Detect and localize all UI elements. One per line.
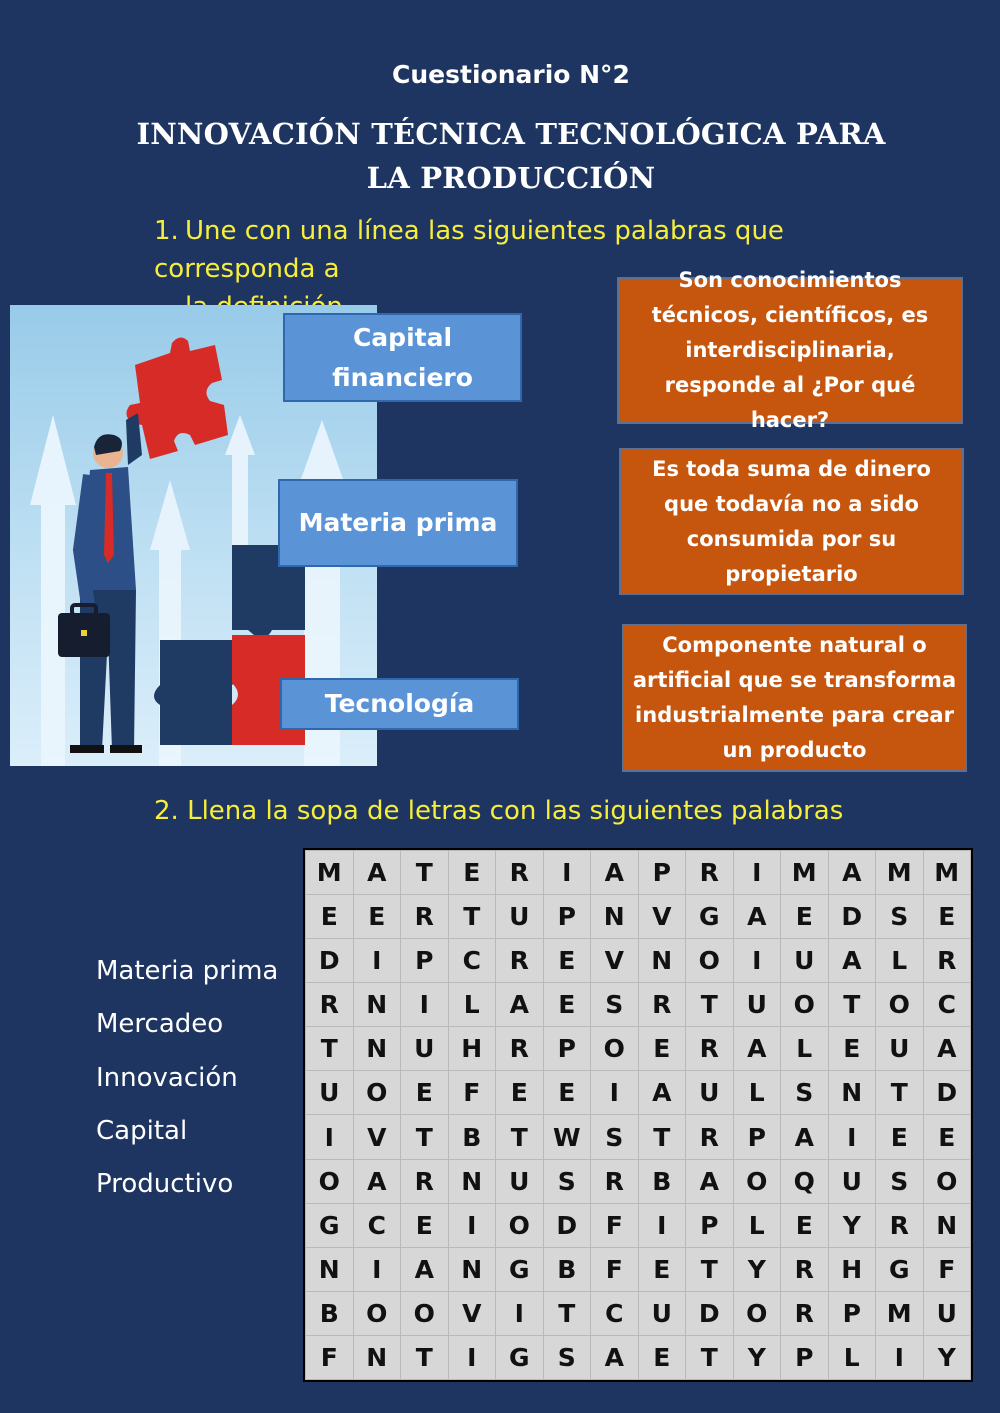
word-search-cell[interactable]: T bbox=[306, 1027, 354, 1071]
word-search-cell[interactable]: Y bbox=[733, 1335, 781, 1379]
word-box-capital-financiero[interactable] bbox=[283, 313, 522, 402]
word-search-cell[interactable]: F bbox=[591, 1247, 639, 1291]
word-search-cell[interactable]: L bbox=[448, 983, 496, 1027]
word-search-cell[interactable]: A bbox=[733, 895, 781, 939]
word-search-cell[interactable]: R bbox=[401, 895, 449, 939]
word-search-cell[interactable]: B bbox=[638, 1159, 686, 1203]
word-search-cell[interactable]: N bbox=[923, 1203, 971, 1247]
question-2-number: 2. bbox=[154, 796, 179, 826]
word-box-label: Tecnología bbox=[324, 689, 475, 718]
word-search-cell[interactable]: O bbox=[401, 1291, 449, 1335]
word-search-cell[interactable]: M bbox=[876, 1291, 924, 1335]
word-search-cell[interactable]: I bbox=[733, 939, 781, 983]
word-search-cell[interactable]: U bbox=[876, 1027, 924, 1071]
definition-box-1[interactable] bbox=[617, 268, 963, 432]
word-search-cell[interactable]: T bbox=[401, 1335, 449, 1379]
word-box-label-line1: Capital bbox=[352, 322, 453, 352]
word-search-cell[interactable]: O bbox=[353, 1291, 401, 1335]
definition-text: Componente natural o artificial que se transforma industrialmente para crear un producto bbox=[632, 633, 957, 762]
word-box-label-line2: financiero bbox=[332, 362, 473, 392]
word-search-row bbox=[306, 1115, 971, 1159]
definition-text: Son conocimientos técnicos, científicos, es interdisciplinaria, responde al ¿Por qué hacer? bbox=[651, 268, 929, 432]
word-search-cell[interactable]: Q bbox=[781, 1159, 829, 1203]
word-search-cell[interactable]: T bbox=[638, 1115, 686, 1159]
word-search-cell[interactable]: M bbox=[923, 851, 971, 895]
word-search-cell[interactable]: R bbox=[923, 939, 971, 983]
word-search-cell[interactable]: S bbox=[591, 983, 639, 1027]
word-search-cell[interactable]: E bbox=[781, 895, 829, 939]
word-search-cell[interactable]: N bbox=[306, 1247, 354, 1291]
word-search-cell[interactable]: T bbox=[401, 1115, 449, 1159]
word-search-cell[interactable]: P bbox=[543, 895, 591, 939]
word-search-cell[interactable]: E bbox=[781, 1203, 829, 1247]
word-search-cell[interactable]: V bbox=[591, 939, 639, 983]
word-search-cell[interactable]: S bbox=[543, 1335, 591, 1379]
word-search-cell[interactable]: D bbox=[306, 939, 354, 983]
word-search-cell[interactable]: E bbox=[543, 983, 591, 1027]
word-search-cell[interactable]: I bbox=[401, 983, 449, 1027]
word-search-cell[interactable]: B bbox=[306, 1291, 354, 1335]
word-list-item: Capital bbox=[96, 1115, 188, 1146]
word-search-cell[interactable]: R bbox=[781, 1247, 829, 1291]
word-search-row bbox=[306, 1335, 971, 1379]
word-search-grid bbox=[303, 848, 973, 1382]
word-search-cell[interactable]: A bbox=[496, 983, 544, 1027]
word-search-cell[interactable]: E bbox=[401, 1203, 449, 1247]
word-search-cell[interactable]: O bbox=[686, 939, 734, 983]
word-search-cell[interactable]: P bbox=[781, 1335, 829, 1379]
word-search-cell[interactable]: U bbox=[496, 895, 544, 939]
word-search-cell[interactable]: U bbox=[496, 1159, 544, 1203]
word-search-cell[interactable]: O bbox=[306, 1159, 354, 1203]
word-search-cell[interactable]: H bbox=[828, 1247, 876, 1291]
word-search-cell[interactable]: E bbox=[543, 939, 591, 983]
word-search-cell[interactable]: B bbox=[448, 1115, 496, 1159]
word-search-cell[interactable]: T bbox=[401, 851, 449, 895]
word-search-cell[interactable]: N bbox=[448, 1247, 496, 1291]
word-search-cell[interactable]: R bbox=[496, 1027, 544, 1071]
word-search-row bbox=[306, 1203, 971, 1247]
word-search-cell[interactable]: R bbox=[638, 983, 686, 1027]
word-search-cell[interactable]: I bbox=[353, 939, 401, 983]
word-search-cell[interactable]: T bbox=[686, 983, 734, 1027]
word-search-cell[interactable]: I bbox=[353, 1247, 401, 1291]
question-2-text: Llena la sopa de letras con las siguientes palabras bbox=[187, 796, 844, 826]
word-search-cell[interactable]: F bbox=[591, 1203, 639, 1247]
word-search-cell[interactable]: I bbox=[448, 1203, 496, 1247]
word-search-cell[interactable]: I bbox=[828, 1115, 876, 1159]
word-search-cell[interactable]: T bbox=[496, 1115, 544, 1159]
word-search-cell[interactable]: A bbox=[828, 939, 876, 983]
word-search-cell[interactable]: I bbox=[306, 1115, 354, 1159]
word-search-cell[interactable]: M bbox=[781, 851, 829, 895]
word-search-cell[interactable]: G bbox=[306, 1203, 354, 1247]
word-search-cell[interactable]: O bbox=[923, 1159, 971, 1203]
word-search-cell[interactable]: N bbox=[638, 939, 686, 983]
word-search-cell[interactable]: S bbox=[876, 895, 924, 939]
word-search-cell[interactable]: N bbox=[828, 1071, 876, 1115]
subtitle: Cuestionario N°2 bbox=[392, 60, 630, 89]
word-search-cell[interactable]: U bbox=[638, 1291, 686, 1335]
word-search-cell[interactable]: C bbox=[353, 1203, 401, 1247]
word-search-cell[interactable]: A bbox=[401, 1247, 449, 1291]
word-search-cell[interactable]: N bbox=[448, 1159, 496, 1203]
word-list bbox=[96, 945, 278, 1211]
word-search-row bbox=[306, 1291, 971, 1335]
word-search-cell[interactable]: D bbox=[543, 1203, 591, 1247]
definition-text: Es toda suma de dinero que todavía no a sido consumida por su propietario bbox=[652, 456, 931, 586]
word-box-label: Materia prima bbox=[298, 508, 498, 537]
word-search-cell[interactable]: I bbox=[448, 1335, 496, 1379]
word-search-cell[interactable]: E bbox=[401, 1071, 449, 1115]
word-search-cell[interactable]: N bbox=[591, 895, 639, 939]
word-search-cell[interactable]: I bbox=[591, 1071, 639, 1115]
word-search-cell[interactable]: E bbox=[828, 1027, 876, 1071]
word-list-item: Mercadeo bbox=[96, 1009, 224, 1040]
word-search-cell[interactable]: R bbox=[306, 983, 354, 1027]
word-search-cell[interactable]: G bbox=[686, 895, 734, 939]
word-box-tecnologia[interactable] bbox=[280, 678, 519, 730]
definition-box-2[interactable] bbox=[619, 448, 964, 595]
word-search-cell[interactable]: T bbox=[686, 1247, 734, 1291]
word-search-row bbox=[306, 1247, 971, 1291]
word-search-cell[interactable]: E bbox=[496, 1071, 544, 1115]
word-search-cell[interactable]: U bbox=[828, 1159, 876, 1203]
word-search-cell[interactable]: A bbox=[828, 851, 876, 895]
word-search-cell[interactable]: L bbox=[781, 1027, 829, 1071]
word-search-cell[interactable]: A bbox=[353, 1159, 401, 1203]
word-search-row bbox=[306, 983, 971, 1027]
word-search-cell[interactable]: I bbox=[543, 851, 591, 895]
word-search-cell[interactable]: E bbox=[353, 895, 401, 939]
word-search-cell[interactable]: O bbox=[496, 1203, 544, 1247]
word-search-cell[interactable]: A bbox=[638, 1071, 686, 1115]
question-1-text-line1: Une con una línea las siguientes palabras que corresponda a bbox=[154, 216, 784, 284]
word-search-cell[interactable]: A bbox=[733, 1027, 781, 1071]
word-search-cell[interactable]: I bbox=[876, 1335, 924, 1379]
word-search-cell[interactable]: P bbox=[828, 1291, 876, 1335]
word-search-cell[interactable]: I bbox=[733, 851, 781, 895]
word-search-cell[interactable]: V bbox=[448, 1291, 496, 1335]
word-search-cell[interactable]: G bbox=[876, 1247, 924, 1291]
word-search-cell[interactable]: O bbox=[591, 1027, 639, 1071]
word-search-cell[interactable]: N bbox=[353, 1335, 401, 1379]
word-search-cell[interactable]: S bbox=[876, 1159, 924, 1203]
word-search-cell[interactable]: I bbox=[496, 1291, 544, 1335]
word-search-cell[interactable]: N bbox=[353, 983, 401, 1027]
word-search-cell[interactable]: L bbox=[876, 939, 924, 983]
question-2 bbox=[154, 792, 843, 830]
word-search-row bbox=[306, 1071, 971, 1115]
word-box-materia-prima[interactable] bbox=[278, 479, 518, 567]
word-search-cell[interactable]: U bbox=[686, 1071, 734, 1115]
word-list-item: Innovación bbox=[96, 1062, 238, 1093]
word-search-cell[interactable]: M bbox=[876, 851, 924, 895]
word-search-cell[interactable]: U bbox=[306, 1071, 354, 1115]
word-search-cell[interactable]: D bbox=[923, 1071, 971, 1115]
page-title: INNOVACIÓN TÉCNICA TECNOLÓGICA PARA LA PRODUCCIÓN bbox=[136, 117, 886, 195]
word-search-cell[interactable]: U bbox=[733, 983, 781, 1027]
word-search-cell[interactable]: M bbox=[306, 851, 354, 895]
word-search-cell[interactable]: S bbox=[591, 1115, 639, 1159]
word-search-cell[interactable]: T bbox=[543, 1291, 591, 1335]
question-1-number: 1. bbox=[154, 216, 179, 246]
word-search-cell[interactable]: C bbox=[591, 1291, 639, 1335]
word-search-cell[interactable]: F bbox=[306, 1335, 354, 1379]
word-search-row bbox=[306, 895, 971, 939]
word-search-cell[interactable]: O bbox=[353, 1071, 401, 1115]
word-search-cell[interactable]: A bbox=[591, 1335, 639, 1379]
word-search-cell[interactable]: R bbox=[401, 1159, 449, 1203]
word-search-cell[interactable]: A bbox=[923, 1027, 971, 1071]
word-search-cell[interactable]: O bbox=[876, 983, 924, 1027]
word-search-cell[interactable]: A bbox=[686, 1159, 734, 1203]
word-search-cell[interactable]: E bbox=[543, 1071, 591, 1115]
definition-box-3[interactable] bbox=[622, 624, 967, 772]
word-search-cell[interactable]: Y bbox=[923, 1335, 971, 1379]
word-search-cell[interactable]: L bbox=[733, 1203, 781, 1247]
word-search-cell[interactable]: R bbox=[496, 851, 544, 895]
word-search-cell[interactable]: P bbox=[543, 1027, 591, 1071]
word-search-cell[interactable]: L bbox=[828, 1335, 876, 1379]
word-search-cell[interactable]: H bbox=[448, 1027, 496, 1071]
word-search-cell[interactable]: E bbox=[306, 895, 354, 939]
word-search-cell[interactable]: O bbox=[733, 1291, 781, 1335]
word-search-cell[interactable]: Y bbox=[733, 1247, 781, 1291]
word-search-row bbox=[306, 851, 971, 895]
word-search-cell[interactable]: V bbox=[638, 895, 686, 939]
word-search-cell[interactable]: S bbox=[543, 1159, 591, 1203]
word-search-cell[interactable]: R bbox=[496, 939, 544, 983]
word-search-cell[interactable]: E bbox=[876, 1115, 924, 1159]
word-search-cell[interactable]: R bbox=[686, 1115, 734, 1159]
word-search-cell[interactable]: T bbox=[686, 1335, 734, 1379]
word-search-cell[interactable]: C bbox=[923, 983, 971, 1027]
word-list-item: Materia prima bbox=[96, 956, 279, 986]
word-search-cell[interactable]: P bbox=[638, 851, 686, 895]
word-search-cell[interactable]: R bbox=[591, 1159, 639, 1203]
word-search-cell[interactable]: P bbox=[401, 939, 449, 983]
word-search-row bbox=[306, 1159, 971, 1203]
word-search-cell[interactable]: N bbox=[353, 1027, 401, 1071]
word-search-cell[interactable]: U bbox=[923, 1291, 971, 1335]
word-search-cell[interactable]: O bbox=[781, 983, 829, 1027]
word-search-row bbox=[306, 939, 971, 983]
word-search-cell[interactable]: W bbox=[543, 1115, 591, 1159]
word-search-cell[interactable]: R bbox=[876, 1203, 924, 1247]
word-search-cell[interactable]: D bbox=[686, 1291, 734, 1335]
word-search-cell[interactable]: E bbox=[638, 1247, 686, 1291]
word-search-cell[interactable]: E bbox=[923, 1115, 971, 1159]
word-search-cell[interactable]: A bbox=[591, 851, 639, 895]
word-search-cell[interactable]: E bbox=[448, 851, 496, 895]
word-search-cell[interactable]: R bbox=[686, 851, 734, 895]
word-search-cell[interactable]: U bbox=[401, 1027, 449, 1071]
word-search-cell[interactable]: G bbox=[496, 1247, 544, 1291]
word-search-cell[interactable]: S bbox=[781, 1071, 829, 1115]
word-search-cell[interactable]: A bbox=[353, 851, 401, 895]
word-search-cell[interactable]: U bbox=[781, 939, 829, 983]
word-search-cell[interactable]: G bbox=[496, 1335, 544, 1379]
word-search-cell[interactable]: P bbox=[733, 1115, 781, 1159]
word-search-cell[interactable]: P bbox=[686, 1203, 734, 1247]
word-search-cell[interactable]: D bbox=[828, 895, 876, 939]
word-search-cell[interactable]: B bbox=[543, 1247, 591, 1291]
word-search-cell[interactable]: F bbox=[923, 1247, 971, 1291]
word-search-cell[interactable]: A bbox=[781, 1115, 829, 1159]
word-search-cell[interactable]: T bbox=[448, 895, 496, 939]
word-search-cell[interactable]: T bbox=[828, 983, 876, 1027]
word-search-cell[interactable]: R bbox=[686, 1027, 734, 1071]
word-search-cell[interactable]: Y bbox=[828, 1203, 876, 1247]
word-search-cell[interactable]: E bbox=[923, 895, 971, 939]
word-search-cell[interactable]: E bbox=[638, 1027, 686, 1071]
word-search-cell[interactable]: V bbox=[353, 1115, 401, 1159]
word-search-cell[interactable]: T bbox=[876, 1071, 924, 1115]
word-search-cell[interactable]: F bbox=[448, 1071, 496, 1115]
word-search-cell[interactable]: R bbox=[781, 1291, 829, 1335]
word-search-row bbox=[306, 1027, 971, 1071]
word-search-cell[interactable]: I bbox=[638, 1203, 686, 1247]
word-list-item: Productivo bbox=[96, 1169, 234, 1200]
word-search-cell[interactable]: O bbox=[733, 1159, 781, 1203]
word-search-cell[interactable]: L bbox=[733, 1071, 781, 1115]
word-search-cell[interactable]: E bbox=[638, 1335, 686, 1379]
word-search-cell[interactable]: C bbox=[448, 939, 496, 983]
